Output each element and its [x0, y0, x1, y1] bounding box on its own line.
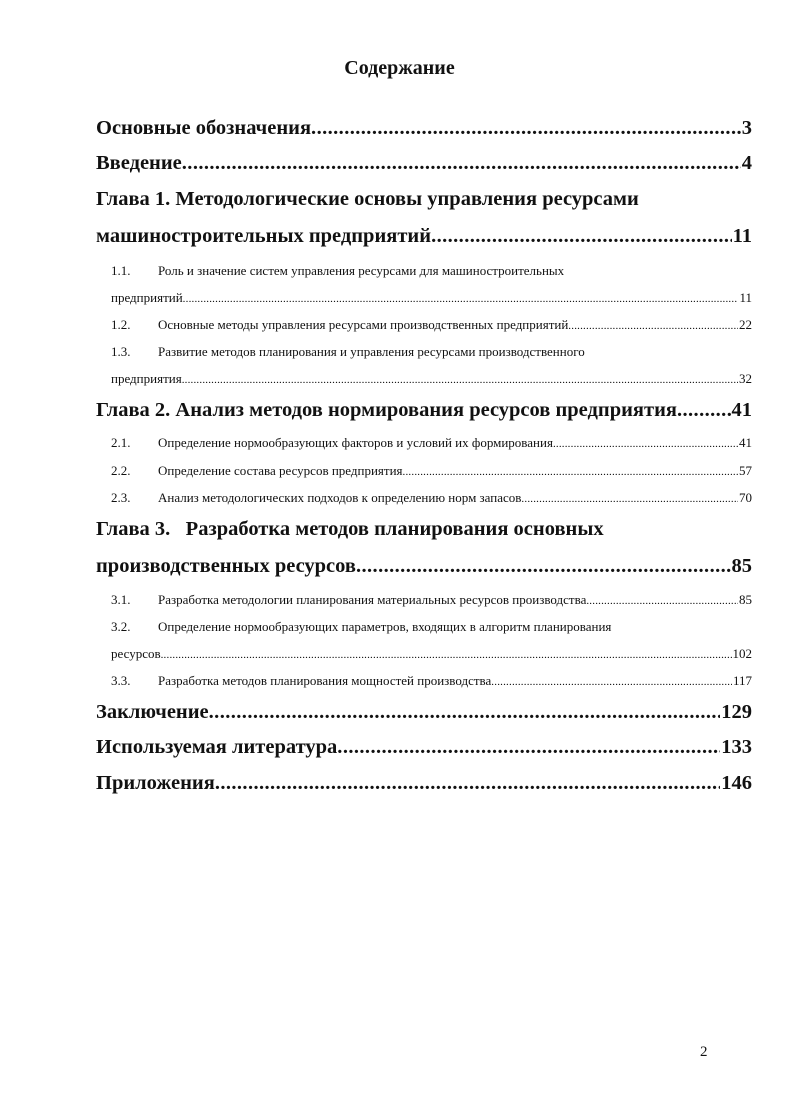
toc-entry-page: 102: [732, 646, 752, 661]
toc-entry-label: Основные обозначения: [96, 117, 312, 139]
toc-entry-section-1-2: [158, 317, 752, 333]
toc-chapter-3-title: Глава 3. Разработка методов планирования основных: [96, 518, 604, 540]
section-number: 2.3.: [111, 490, 131, 505]
leader-dots: [209, 701, 721, 724]
toc-entry-page: 70: [739, 490, 752, 505]
toc-entry-page: 146: [721, 772, 752, 794]
toc-entry-page: 22: [739, 317, 752, 332]
section-number: 2.1.: [111, 435, 131, 450]
toc-entry-label: Приложения: [96, 772, 215, 794]
toc-entry-page: 117: [732, 673, 752, 688]
page-number: 2: [700, 1044, 708, 1060]
toc-entry-section-2-2: [158, 463, 752, 479]
toc-entry-label: Определение нормообразующих факторов и условий их формирования: [158, 435, 553, 450]
toc-entry-appendix: [96, 772, 752, 795]
toc-entry-page: 4: [741, 152, 752, 174]
toc-entry-chapter-3: [96, 555, 752, 578]
toc-entry-notation: [96, 117, 752, 140]
toc-entry-literature: [96, 736, 752, 759]
toc-entry-label: машиностроительных предприятий: [96, 225, 432, 247]
leader-dots: [183, 293, 739, 305]
toc-entry-label: Определение состава ресурсов предприятия: [158, 463, 403, 478]
section-title: Роль и значение систем управления ресурсами для машиностроительных: [158, 263, 565, 278]
toc-entry-intro: [96, 152, 752, 175]
leader-dots: [182, 152, 741, 175]
toc-entry-section-2-1: [158, 435, 752, 451]
toc-entry-page: 129: [721, 701, 752, 723]
toc-entry-page: 133: [721, 736, 752, 758]
toc-entry-conclusion: [96, 701, 752, 724]
toc-entry-chapter-2: [96, 399, 752, 422]
leader-dots: [337, 736, 720, 759]
leader-dots: [491, 676, 732, 688]
section-number: 3.2.: [111, 619, 131, 634]
toc-title: Содержание: [344, 57, 455, 79]
toc-entry-label: Глава 2. Анализ методов нормирования ресурсов предприятия: [96, 399, 677, 421]
leader-dots: [403, 466, 738, 478]
section-number: 1.2.: [111, 317, 131, 332]
toc-entry-section-1-1: [111, 290, 752, 306]
toc-entry-label: предприятий: [111, 290, 183, 305]
toc-entry-page: 3: [741, 117, 752, 139]
leader-dots: [356, 555, 731, 578]
section-number: 1.1.: [111, 263, 131, 278]
section-number: 2.2.: [111, 463, 131, 478]
toc-entry-label: Основные методы управления ресурсами производственных предприятий: [158, 317, 569, 332]
toc-entry-page: 85: [739, 592, 752, 607]
toc-entry-page: 57: [739, 463, 752, 478]
toc-entry-label: ресурсов: [111, 646, 161, 661]
toc-entry-label: производственных ресурсов: [96, 555, 356, 577]
leader-dots: [521, 493, 738, 505]
toc-entry-section-3-1: [158, 592, 752, 608]
toc-entry-label: Анализ методологических подходов к определению норм запасов: [158, 490, 522, 505]
section-number: 1.3.: [111, 344, 131, 359]
toc-entry-section-3-3: [158, 673, 752, 689]
toc-entry-section-3-2: [111, 646, 752, 662]
leader-dots: [161, 649, 732, 661]
toc-entry-label: Разработка методологии планирования материальных ресурсов производства: [158, 592, 587, 607]
toc-entry-chapter-1: [96, 225, 752, 248]
toc-entry-label: Введение: [96, 152, 182, 174]
toc-entry-label: предприятия: [111, 371, 182, 386]
leader-dots: [182, 374, 738, 386]
section-title: Определение нормообразующих параметров, входящих в алгоритм планирования: [158, 619, 612, 634]
toc-entry-page: 41: [739, 435, 752, 450]
toc-entry-section-1-3: [111, 371, 752, 387]
leader-dots: [586, 595, 738, 607]
leader-dots: [311, 117, 741, 140]
leader-dots: [553, 438, 738, 450]
section-title: Развитие методов планирования и управления ресурсами производственного: [158, 344, 585, 359]
toc-entry-label: Заключение: [96, 701, 209, 723]
leader-dots: [431, 225, 732, 248]
toc-entry-section-2-3: [158, 490, 752, 506]
leader-dots: [215, 772, 720, 795]
toc-entry-label: Используемая литература: [96, 736, 338, 758]
leader-dots: [568, 320, 738, 332]
toc-entry-page: 11: [739, 290, 752, 305]
toc-entry-page: 41: [731, 399, 752, 421]
toc-entry-page: 32: [739, 371, 752, 386]
toc-entry-page: 85: [731, 555, 752, 577]
toc-chapter-1-title: Глава 1. Методологические основы управления ресурсами: [96, 188, 639, 210]
toc-entry-page: 11: [732, 225, 752, 247]
toc-entry-label: Разработка методов планирования мощностей производства: [158, 673, 492, 688]
section-number: 3.3.: [111, 673, 131, 688]
leader-dots: [677, 399, 731, 422]
section-number: 3.1.: [111, 592, 131, 607]
